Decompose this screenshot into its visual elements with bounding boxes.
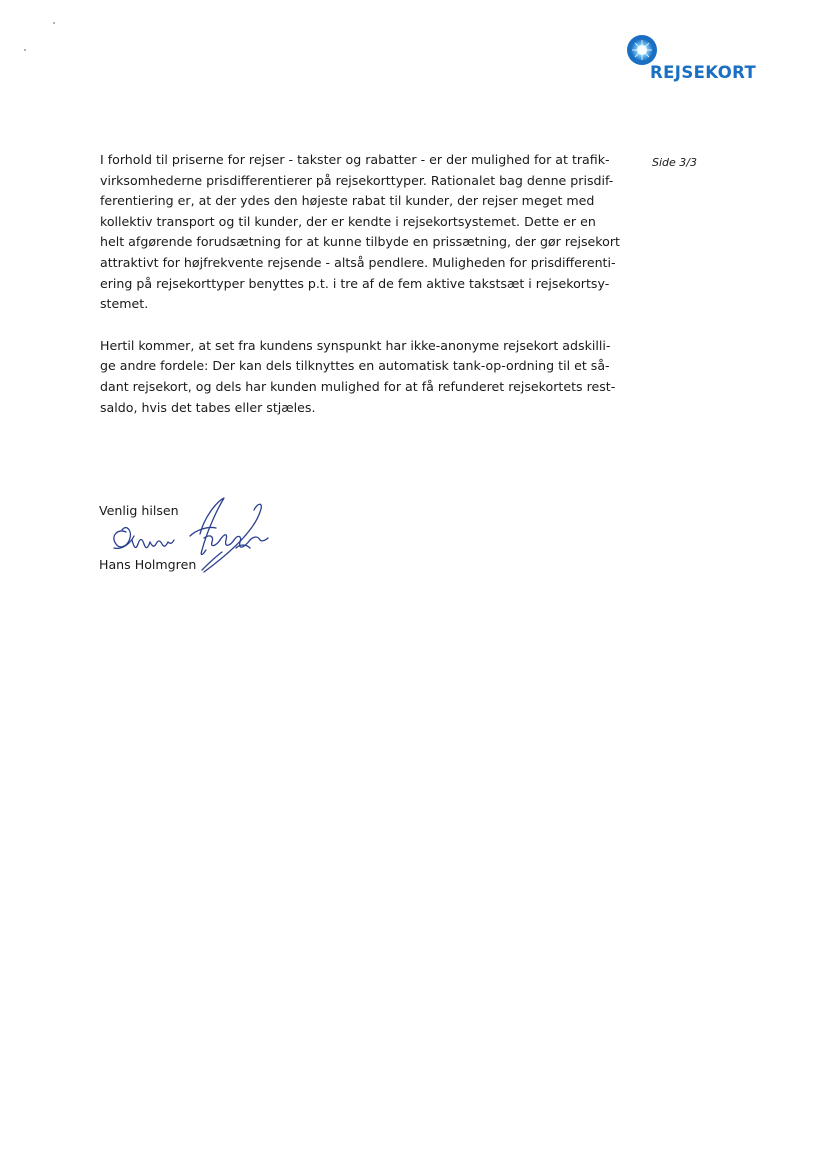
text-line: saldo, hvis det tabes eller stjæles.	[100, 399, 316, 415]
text-line: I forhold til priserne for rejser - takster og rabatter - er der mulighed for at trafik-	[100, 152, 610, 167]
rejsekort-logo-icon	[626, 34, 658, 66]
text-line: kollektiv transport og til kunder, der er kendte i rejsekortsystemet. Dette er en	[100, 213, 596, 229]
paragraph-1	[100, 150, 630, 315]
letter-body	[100, 150, 630, 439]
text-line: ge andre fordele: Der kan dels tilknyttes en automatisk tank-op-ordning til et så-	[100, 358, 610, 374]
rejsekort-logo	[600, 32, 770, 92]
scan-speck	[53, 22, 55, 24]
closing-greeting: Venlig hilsen	[99, 503, 179, 518]
signatory-name: Hans Holmgren	[99, 557, 197, 572]
page-number: Side 3/3	[652, 156, 697, 169]
scan-speck	[24, 49, 26, 51]
logo-wordmark: REJSEKORT	[650, 63, 757, 82]
text-line: attraktivt for højfrekvente rejsende - altså pendlere. Muligheden for prisdifferenti-	[100, 254, 616, 270]
text-line: Hertil kommer, at set fra kundens synspunkt har ikke-anonyme rejsekort adskilli-	[100, 337, 611, 353]
text-line: stemet.	[100, 296, 149, 312]
text-line: ering på rejsekorttyper benyttes p.t. i tre af de fem aktive takstsæt i rejsekortsy-	[100, 275, 610, 291]
text-line: virksomhederne prisdifferentierer på rejsekorttyper. Rationalet bag denne prisdif-	[100, 172, 614, 188]
handwritten-signature-icon	[104, 494, 274, 576]
paragraph-2	[100, 336, 630, 418]
text-line: ferentiering er, at der ydes den højeste rabat til kunder, der rejser meget med	[100, 193, 595, 209]
text-line: helt afgørende forudsætning for at kunne tilbyde en prissætning, der gør rejsekort	[100, 234, 620, 250]
text-line: dant rejsekort, og dels har kunden mulighed for at få refunderet rejsekortets rest-	[100, 378, 616, 394]
